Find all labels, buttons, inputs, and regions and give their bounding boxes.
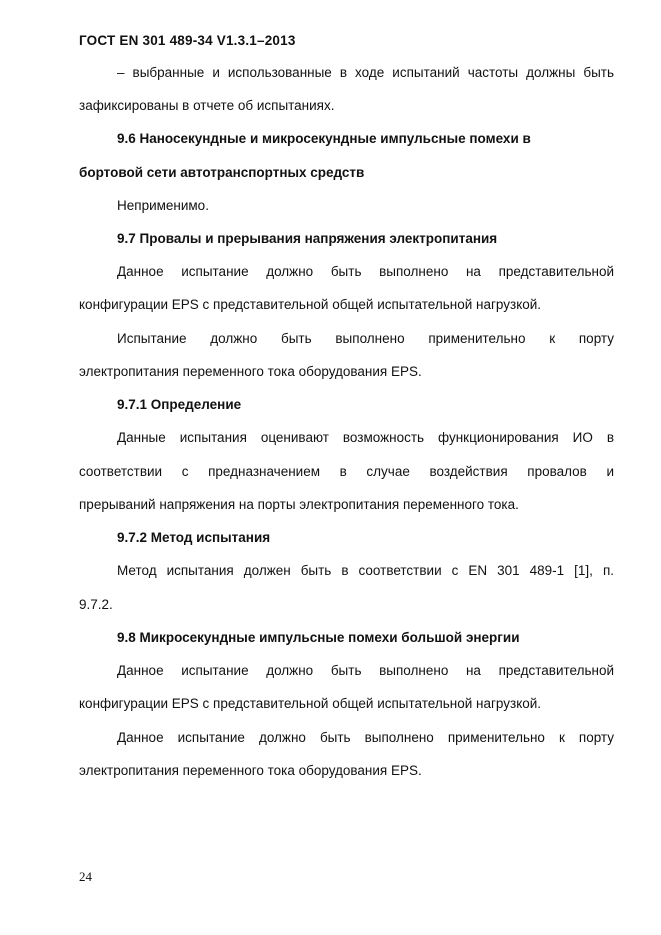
- paragraph-line: Данное испытание должно быть выполнено на представительной: [117, 264, 614, 279]
- paragraph-line: Данное испытание должно быть выполнено применительно к порту: [117, 730, 614, 745]
- section-heading: 9.6 Наносекундные и микросекундные импульсные помехи в: [117, 131, 531, 146]
- paragraph-line: электропитания переменного тока оборудования EPS.: [79, 364, 422, 379]
- subsection-heading: 9.7.2 Метод испытания: [117, 530, 271, 545]
- paragraph-line: электропитания переменного тока оборудования EPS.: [79, 763, 422, 778]
- document-header: ГОСТ EN 301 489-34 V1.3.1–2013: [79, 33, 296, 48]
- paragraph-line: конфигурации EPS с представительной общей испытательной нагрузкой.: [79, 297, 542, 312]
- paragraph-line: конфигурации EPS с представительной общей испытательной нагрузкой.: [79, 696, 542, 711]
- section-heading: 9.8 Микросекундные импульсные помехи большой энергии: [117, 630, 520, 645]
- paragraph-line: Метод испытания должен быть в соответствии с EN 301 489-1 [1], п.: [117, 563, 614, 578]
- paragraph-line: 9.7.2.: [79, 597, 113, 612]
- paragraph-line: – выбранные и использованные в ходе испытаний частоты должны быть: [117, 65, 614, 80]
- paragraph-line: Данное испытание должно быть выполнено на представительной: [117, 663, 614, 678]
- page-number: 24: [79, 869, 92, 884]
- paragraph-line: Испытание должно быть выполнено применительно к порту: [117, 331, 614, 346]
- subsection-heading: 9.7.1 Определение: [117, 397, 242, 412]
- paragraph-line: зафиксированы в отчете об испытаниях.: [79, 98, 335, 113]
- paragraph-line: Данные испытания оценивают возможность функционирования ИО в: [117, 430, 614, 445]
- paragraph-line: соответствии с предназначением в случае воздействия провалов и: [79, 464, 614, 479]
- paragraph-line: Неприменимо.: [117, 198, 209, 213]
- paragraph-line: прерываний напряжения на порты электропитания переменного тока.: [79, 497, 519, 512]
- section-heading: 9.7 Провалы и прерывания напряжения электропитания: [117, 231, 498, 246]
- section-heading: бортовой сети автотранспортных средств: [79, 165, 365, 180]
